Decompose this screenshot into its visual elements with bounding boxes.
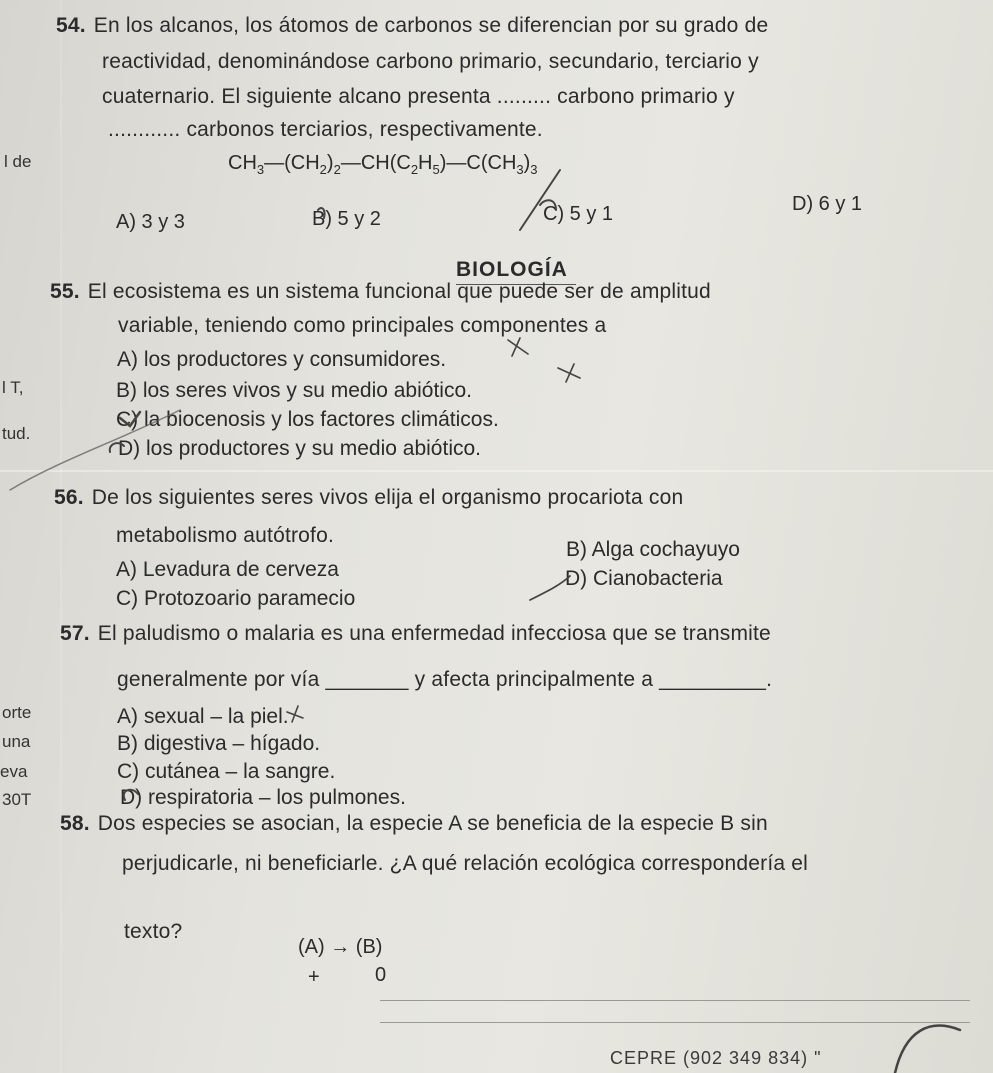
q56-option-b[interactable]: B) Alga cochayuyo	[566, 538, 740, 561]
margin-fragment: tud.	[2, 424, 31, 443]
question-54-line-3: cuaternario. El siguiente alcano presenta ......... carbono primario y	[102, 85, 735, 108]
relation-sign-a: +	[308, 966, 320, 988]
footer-text: CEPRE (902 349 834) "	[610, 1048, 822, 1068]
q56-option-d[interactable]: D) Cianobacteria	[565, 567, 723, 590]
q57-option-b[interactable]: B) digestiva – hígado.	[117, 732, 321, 755]
question-56-line-1: 56. De los siguientes seres vivos elija el organismo procariota con	[54, 486, 684, 509]
diagonal-stroke	[10, 410, 180, 490]
question-54-line-1: 54. En los alcanos, los átomos de carbonos se diferencian por su grado de	[56, 14, 769, 37]
x-mark	[558, 364, 580, 382]
question-number: 56.	[54, 486, 84, 509]
question-56-line-2: metabolismo autótrofo.	[116, 524, 335, 547]
q56-option-c[interactable]: C) Protozoario paramecio	[116, 587, 356, 610]
circle-mark	[124, 790, 138, 800]
section-heading: BIOLOGÍA	[456, 258, 568, 281]
question-number: 58.	[60, 812, 90, 835]
margin-fragment: una	[2, 732, 31, 751]
question-55-line-1: 55. El ecosistema es un sistema funcional que puede ser de amplitud	[50, 280, 711, 303]
question-58-line-1: 58. Dos especies se asocian, la especie A se beneficia de la especie B sin	[60, 812, 768, 835]
circle-mark	[110, 443, 124, 452]
question-57-line-2: generalmente por vía _______ y afecta principalmente a _________.	[117, 668, 773, 691]
q56-option-a[interactable]: A) Levadura de cerveza	[116, 558, 339, 581]
q55-option-b[interactable]: B) los seres vivos y su medio abiótico.	[116, 379, 472, 402]
circle-mark	[540, 200, 556, 210]
arc-mark	[318, 208, 325, 218]
slash-mark	[530, 576, 570, 600]
q55-option-d[interactable]: D) los productores y su medio abiótico.	[118, 437, 481, 460]
question-number: 57.	[60, 622, 90, 645]
question-58-line-3: texto?	[124, 920, 183, 943]
x-mark	[287, 706, 303, 722]
alkane-formula: $CH_3—(CH_2)_2—CH(C_2H_5)—C(CH_3)_3$	[228, 152, 538, 177]
relation-diagram: (A) → (B)	[298, 936, 383, 958]
slash-mark	[520, 170, 560, 230]
margin-fragment: l T,	[2, 378, 24, 397]
question-number: 55.	[50, 280, 80, 303]
question-57-line-1: 57. El paludismo o malaria es una enfermedad infecciosa que se transmite	[60, 622, 771, 645]
q54-option-b[interactable]: B) 5 y 2	[312, 208, 381, 230]
q57-option-d[interactable]: D) respiratoria – los pulmones.	[120, 786, 406, 809]
relation-sign-b: 0	[375, 964, 387, 986]
margin-fragment: 30T	[2, 790, 32, 809]
margin-fragment: eva	[0, 762, 28, 781]
q54-option-d[interactable]: D) 6 y 1	[792, 193, 863, 215]
check-mark	[120, 412, 140, 426]
question-55-line-2: variable, teniendo como principales componentes a	[118, 314, 607, 337]
question-54-line-4: ............ carbonos terciarios, respectivamente.	[108, 118, 543, 141]
curve-mark	[895, 1026, 960, 1073]
q55-option-c[interactable]: C) la biocenosis y los factores climáticos.	[116, 408, 499, 431]
question-58-line-2: perjudicarle, ni beneficiarle. ¿A qué relación ecológica correspondería el	[122, 852, 809, 875]
margin-fragment: orte	[2, 703, 32, 722]
q57-option-c[interactable]: C) cutánea – la sangre.	[117, 760, 336, 783]
question-54-line-2: reactividad, denominándose carbono primario, secundario, terciario y	[102, 50, 759, 73]
question-number: 54.	[56, 14, 86, 37]
margin-fragment: l de	[4, 152, 32, 171]
x-mark	[508, 338, 528, 356]
q55-option-a[interactable]: A) los productores y consumidores.	[117, 348, 447, 371]
q57-option-a[interactable]: A) sexual – la piel.	[117, 705, 289, 728]
q54-option-a[interactable]: A) 3 y 3	[116, 211, 185, 233]
q54-option-c[interactable]: C) 5 y 1	[543, 203, 614, 225]
